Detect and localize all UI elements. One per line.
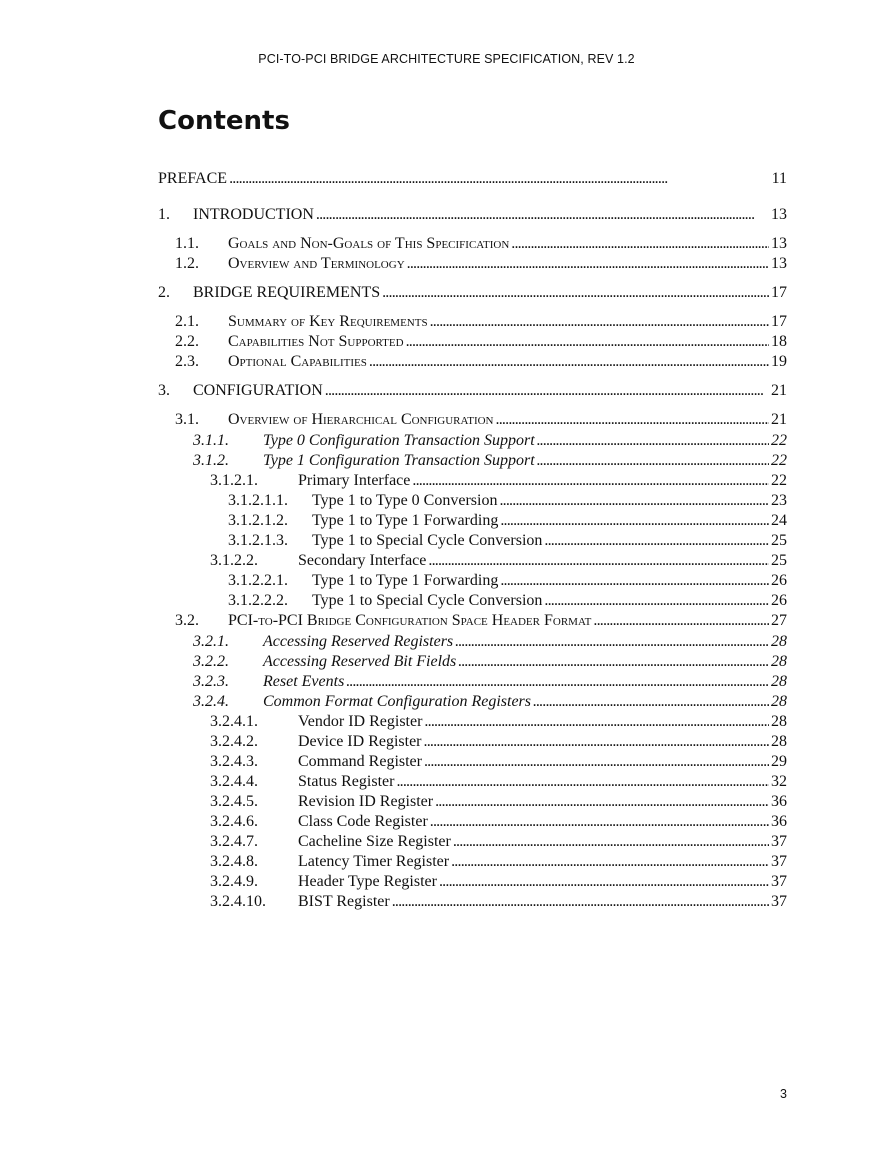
toc-entry-page: 28: [771, 693, 787, 710]
toc-dot-leader: [369, 352, 769, 372]
toc-entry[interactable]: [193, 632, 787, 652]
toc-entry-page: 37: [771, 873, 787, 890]
toc-entry[interactable]: [228, 491, 787, 511]
toc-dot-leader: [430, 312, 769, 332]
toc-entry[interactable]: [210, 872, 787, 892]
toc-entry-page: 23: [771, 492, 787, 509]
toc-entry[interactable]: [210, 471, 787, 491]
toc-entry-page: 37: [771, 893, 787, 910]
toc-entry-page: 22: [771, 432, 787, 449]
toc-dot-leader: [346, 672, 769, 692]
toc-entry[interactable]: [210, 752, 787, 772]
toc-entry-title: Type 1 to Type 0 Conversion: [312, 492, 498, 509]
toc-entry-page: 27: [771, 612, 787, 629]
toc-entry[interactable]: [210, 772, 787, 792]
toc-dot-leader: [382, 283, 769, 303]
toc-dot-leader: [424, 752, 769, 772]
toc-entry[interactable]: [158, 169, 787, 189]
toc-entry-title: Header Type Register: [298, 873, 437, 890]
toc-entry-title: Capabilities Not Supported: [228, 333, 404, 350]
toc-entry-number: 2.1.: [175, 313, 199, 330]
toc-entry[interactable]: [175, 332, 787, 352]
toc-entry-title: Accessing Reserved Registers: [263, 633, 454, 650]
toc-entry-title: Status Register: [298, 773, 395, 790]
toc-dot-leader: [229, 169, 770, 189]
toc-dot-leader: [396, 772, 769, 792]
toc-entry-title: Type 1 to Type 1 Forwarding: [312, 572, 499, 589]
toc-entry-title: Revision ID Register: [298, 793, 434, 810]
toc-entry[interactable]: [228, 531, 787, 551]
toc-entry[interactable]: [193, 652, 787, 672]
toc-entry-title: Type 1 to Type 1 Forwarding: [312, 512, 499, 529]
toc-dot-leader: [453, 832, 769, 852]
toc-entry-number: 1.: [158, 206, 170, 223]
toc-entry-title: Accessing Reserved Bit Fields: [263, 653, 457, 670]
page-title: Contents: [158, 106, 290, 136]
toc-entry[interactable]: [175, 234, 787, 254]
toc-entry-page: 21: [771, 382, 787, 399]
toc-entry-page: 13: [771, 206, 787, 223]
toc-entry[interactable]: [228, 571, 787, 591]
toc-entry-page: 13: [771, 235, 787, 252]
toc-entry-title: Type 0 Configuration Transaction Support: [263, 432, 535, 449]
toc-dot-leader: [455, 632, 769, 652]
toc-entry-number: 3.2.4.4.: [210, 773, 258, 790]
toc-dot-leader: [430, 812, 769, 832]
toc-dot-leader: [458, 652, 769, 672]
toc-entry-page: 25: [771, 552, 787, 569]
toc-entry[interactable]: [210, 712, 787, 732]
toc-entry-page: 18: [771, 333, 787, 350]
toc-entry-number: 2.2.: [175, 333, 199, 350]
toc-entry-title: Overview and Terminology: [228, 255, 405, 272]
page-number: 3: [780, 1087, 787, 1101]
toc-dot-leader: [412, 471, 769, 491]
toc-dot-leader: [533, 692, 769, 712]
toc-entry-title: Vendor ID Register: [298, 713, 423, 730]
running-header: PCI-TO-PCI BRIDGE ARCHITECTURE SPECIFICATION, REV 1.2: [258, 52, 635, 66]
toc-entry-number: 3.1.2.1.2.: [228, 512, 288, 529]
toc-entry[interactable]: [175, 352, 787, 372]
toc-entry-title: Summary of Key Requirements: [228, 313, 428, 330]
toc-entry-page: 17: [771, 284, 787, 301]
toc-entry-number: 3.: [158, 382, 170, 399]
toc-entry-page: 17: [771, 313, 787, 330]
toc-entry-number: 3.1.2.1.: [210, 472, 258, 489]
toc-entry-number: 3.2.4.: [193, 693, 229, 710]
toc-entry-page: 28: [771, 673, 787, 690]
toc-dot-leader: [500, 571, 769, 591]
toc-entry[interactable]: [175, 410, 787, 430]
toc-entry-page: 26: [771, 592, 787, 609]
toc-entry-number: 3.2.: [175, 612, 199, 629]
toc-entry[interactable]: [158, 381, 787, 401]
toc-entry-number: 2.3.: [175, 353, 199, 370]
toc-entry-title: Secondary Interface: [298, 552, 427, 569]
toc-entry[interactable]: [193, 672, 787, 692]
toc-entry-title: Class Code Register: [298, 813, 428, 830]
toc-dot-leader: [424, 712, 769, 732]
toc-entry[interactable]: [210, 551, 787, 571]
toc-entry-title: Type 1 to Special Cycle Conversion: [312, 592, 543, 609]
toc-entry-page: 28: [771, 653, 787, 670]
toc-entry-page: 22: [771, 452, 787, 469]
toc-dot-leader: [392, 892, 769, 912]
toc-dot-leader: [593, 611, 769, 631]
toc-entry[interactable]: [193, 431, 787, 451]
toc-entry-number: 3.1.1.: [193, 432, 229, 449]
toc-entry-number: 3.1.2.2.: [210, 552, 258, 569]
toc-entry-title: Type 1 Configuration Transaction Support: [263, 452, 535, 469]
toc-entry-title: BIST Register: [298, 893, 390, 910]
toc-entry-page: 36: [771, 793, 787, 810]
toc-entry-number: 3.2.4.5.: [210, 793, 258, 810]
toc-entry-title: Optional Capabilities: [228, 353, 367, 370]
toc-entry-number: 3.1.2.1.3.: [228, 532, 288, 549]
toc-entry-title: Latency Timer Register: [298, 853, 450, 870]
toc-dot-leader: [500, 511, 769, 531]
toc-entry-number: 3.1.2.2.1.: [228, 572, 288, 589]
toc-entry-title: Reset Events: [263, 673, 345, 690]
toc-entry-number: 3.2.1.: [193, 633, 229, 650]
toc-entry-number: 3.2.2.: [193, 653, 229, 670]
toc-entry-page: 25: [771, 532, 787, 549]
toc-entry-number: 1.2.: [175, 255, 199, 272]
toc-entry-page: 22: [771, 472, 787, 489]
toc-entry[interactable]: [210, 892, 787, 912]
toc-dot-leader: [544, 531, 769, 551]
toc-entry[interactable]: [158, 283, 787, 303]
toc-entry-number: 3.2.4.1.: [210, 713, 258, 730]
toc-entry-page: 29: [771, 753, 787, 770]
toc-entry-title: INTRODUCTION: [193, 206, 314, 223]
toc-entry[interactable]: [175, 312, 787, 332]
toc-dot-leader: [511, 234, 769, 254]
toc-entry-title: Overview of Hierarchical Configuration: [228, 411, 494, 428]
toc-entry-page: 13: [771, 255, 787, 272]
toc-dot-leader: [544, 591, 769, 611]
toc-entry-number: 3.2.4.10.: [210, 893, 266, 910]
toc-entry[interactable]: [210, 832, 787, 852]
toc-entry-title: BRIDGE REQUIREMENTS: [193, 284, 381, 301]
toc-entry-title: Primary Interface: [298, 472, 411, 489]
toc-entry-number: 2.: [158, 284, 170, 301]
toc-entry-title: Goals and Non-Goals of This Specification: [228, 235, 510, 252]
toc-dot-leader: [325, 381, 769, 401]
toc-entry[interactable]: [175, 254, 787, 274]
toc-entry-title: Cacheline Size Register: [298, 833, 451, 850]
toc-dot-leader: [537, 451, 769, 471]
toc-dot-leader: [537, 431, 769, 451]
toc-entry[interactable]: [228, 511, 787, 531]
toc-dot-leader: [406, 332, 769, 352]
toc-entry-number: 3.2.4.7.: [210, 833, 258, 850]
toc-entry[interactable]: [175, 611, 787, 631]
toc-entry-number: 3.1.2.1.1.: [228, 492, 288, 509]
toc-dot-leader: [316, 205, 769, 225]
toc-entry-page: 28: [771, 713, 787, 730]
toc-entry-number: 3.2.4.2.: [210, 733, 258, 750]
toc-entry-page: 37: [771, 853, 787, 870]
toc-entry-number: 3.1.2.: [193, 452, 229, 469]
toc-entry[interactable]: [210, 732, 787, 752]
toc-entry-page: 28: [771, 733, 787, 750]
toc-entry[interactable]: [210, 852, 787, 872]
toc-entry-page: 21: [771, 411, 787, 428]
toc-dot-leader: [428, 551, 769, 571]
toc-entry-page: 24: [771, 512, 787, 529]
toc-entry[interactable]: [210, 792, 787, 812]
toc-entry-title: Type 1 to Special Cycle Conversion: [312, 532, 543, 549]
toc-dot-leader: [435, 792, 769, 812]
toc-entry-number: 3.2.4.3.: [210, 753, 258, 770]
toc-entry-number: 3.2.4.8.: [210, 853, 258, 870]
toc-dot-leader: [407, 254, 769, 274]
toc-entry[interactable]: [193, 451, 787, 471]
toc-entry-page: 32: [771, 773, 787, 790]
toc-dot-leader: [496, 410, 769, 430]
toc-entry-number: 3.2.3.: [193, 673, 229, 690]
toc-entry-title: Command Register: [298, 753, 422, 770]
toc-entry-number: 3.1.2.2.2.: [228, 592, 288, 609]
toc-entry-page: 36: [771, 813, 787, 830]
toc-entry-page: 37: [771, 833, 787, 850]
toc-entry-number: 3.1.: [175, 411, 199, 428]
toc-entry[interactable]: [158, 205, 787, 225]
toc-entry-number: 3.2.4.6.: [210, 813, 258, 830]
toc-entry-page: 19: [771, 353, 787, 370]
toc-entry-title: CONFIGURATION: [193, 382, 323, 399]
toc-entry-title: PREFACE: [158, 170, 228, 187]
toc-entry[interactable]: [193, 692, 787, 712]
toc-entry-number: 1.1.: [175, 235, 199, 252]
toc-entry-page: 26: [771, 572, 787, 589]
toc-entry-title: Device ID Register: [298, 733, 422, 750]
toc-entry-title: Common Format Configuration Registers: [263, 693, 532, 710]
toc-dot-leader: [439, 872, 769, 892]
toc-entry[interactable]: [228, 591, 787, 611]
toc-entry-page: 11: [771, 170, 787, 187]
toc-dot-leader: [499, 491, 769, 511]
toc-dot-leader: [451, 852, 769, 872]
toc-dot-leader: [424, 732, 769, 752]
toc-entry[interactable]: [210, 812, 787, 832]
toc-entry-title: PCI-to-PCI Bridge Configuration Space Header Format: [228, 612, 592, 629]
toc-entry-number: 3.2.4.9.: [210, 873, 258, 890]
toc-entry-page: 28: [771, 633, 787, 650]
